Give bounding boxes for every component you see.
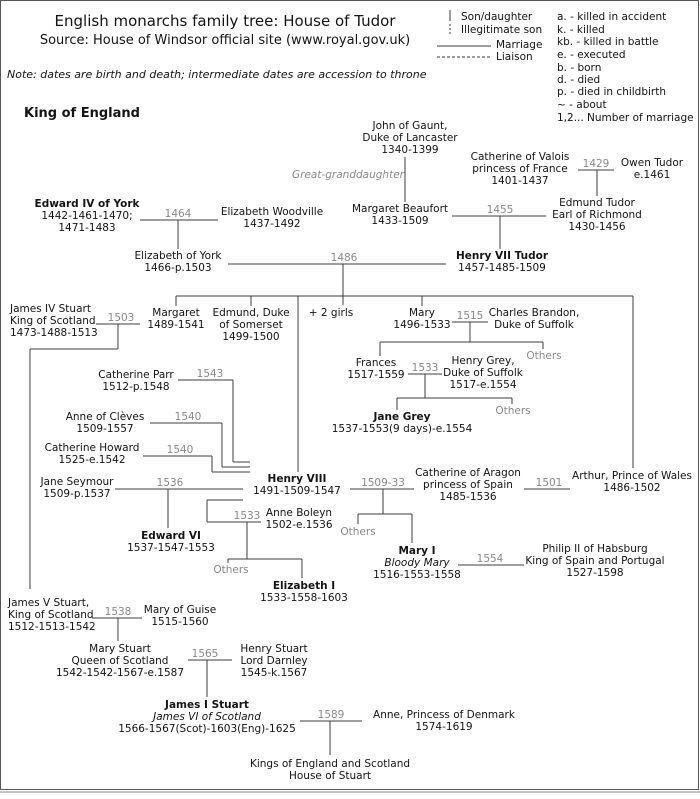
marriage-year-label: 1540: [166, 444, 194, 456]
text-line: 1517-1559: [347, 369, 405, 381]
text-line: 1574-1619: [415, 721, 473, 733]
text-line: King of Spain and Portugal: [525, 555, 665, 567]
text-line: Lord Darnley: [240, 655, 308, 667]
person-john-of-gaunt: [362, 120, 457, 156]
text-line: 1433-1509: [371, 215, 429, 227]
text-line: 1527-1598: [566, 567, 624, 579]
marriage-year-label: 1429: [582, 158, 610, 170]
great-granddaughter-note: Great-granddaughter: [292, 169, 404, 181]
text-line: 1401-1437: [491, 175, 549, 187]
text-line: 1512-1513-1542: [8, 621, 96, 633]
text-line: John of Gaunt,: [372, 120, 448, 132]
marriage-year-label: 1554: [476, 553, 504, 565]
marriage-year-label: 1515: [456, 310, 484, 322]
marriage-year-label: 1540: [174, 411, 202, 423]
person-elizabeth-i: [260, 580, 348, 604]
person-catherine-of-valois: [471, 151, 570, 187]
text-line: 1537-1553(9 days)-e.1554: [331, 423, 473, 435]
text-line: Duke of Suffolk: [443, 367, 523, 379]
person-james-v: [8, 597, 96, 633]
person-edward-iv: [35, 198, 140, 234]
legend-illegitimate-son: Illegitimate son: [461, 24, 543, 36]
text-line: James VI of Scotland: [153, 711, 261, 723]
text-line: James V Stuart,: [8, 597, 90, 609]
text-line: 1457-1485-1509: [458, 262, 546, 274]
person-margaret-tudor: [147, 307, 204, 331]
text-line: Edward IV of York: [34, 198, 140, 210]
legend-abbrev: p. - died in childbirth: [557, 86, 667, 98]
person-henry-grey: [443, 355, 523, 391]
legend-abbrev: 1,2... Number of marriage: [557, 112, 694, 124]
text-line: 1509-p.1537: [43, 488, 111, 500]
text-line: Charles Brandon,: [488, 307, 580, 319]
text-line: Queen of Scotland: [71, 655, 169, 667]
person-anne-boleyn: [265, 507, 332, 531]
text-line: 1509-1557: [76, 423, 134, 435]
text-line: 1486-1502: [603, 482, 661, 494]
marriage-year-label: 1486: [330, 252, 358, 264]
text-line: 1442-1461-1470;: [41, 210, 133, 222]
person-charles-brandon: [489, 307, 580, 331]
text-line: 1516-1553-1558: [373, 569, 461, 581]
marriage-year-label: 1509-33: [361, 477, 405, 489]
text-line: Bloody Mary: [384, 557, 450, 569]
person-edward-vi: [127, 530, 215, 554]
text-line: King of Scotland: [8, 609, 94, 621]
house-of-stuart-note: [250, 758, 410, 782]
text-line: Earl of Richmond: [552, 209, 642, 221]
text-line: Owen Tudor: [620, 157, 684, 169]
text-line: Catherine Howard: [44, 442, 140, 454]
text-line: Elizabeth Woodville: [220, 206, 324, 218]
person-catherine-of-aragon: [415, 467, 521, 503]
marriage-year-label: 1455: [486, 204, 514, 216]
legend-abbrev: b. - born: [557, 62, 602, 74]
person-mary-tudor: [393, 307, 450, 331]
text-line: Henry VIII: [267, 473, 327, 485]
person-catherine-parr: [98, 369, 173, 393]
text-line: 1545-k.1567: [240, 667, 308, 679]
text-line: Jane Grey: [373, 411, 431, 423]
person-henry-viii: [253, 473, 341, 497]
note-line: Note: dates are birth and death; intermediate dates are accession to throne: [7, 68, 427, 81]
marriage-year-label: 1565: [191, 648, 219, 660]
person-catherine-howard: [45, 442, 140, 466]
text-line: Margaret Beaufort: [351, 203, 449, 215]
person-edmund-tudor: [552, 197, 642, 233]
text-line: 1437-1492: [243, 218, 301, 230]
source-line: Source: House of Windsor official site (www.royal.gov.uk): [39, 33, 411, 48]
text-line: 1566-1567(Scot)-1603(Eng)-1625: [118, 723, 296, 735]
text-line: 1466-p.1503: [144, 262, 212, 274]
text-line: princess of Spain: [423, 479, 513, 491]
text-line: e.1461: [633, 169, 671, 181]
text-line: 1533-1558-1603: [260, 592, 348, 604]
text-line: Anne Boleyn: [265, 507, 333, 519]
text-line: Elizabeth of York: [134, 250, 222, 262]
text-line: Henry Grey,: [451, 355, 515, 367]
text-line: Edmund, Duke: [212, 307, 290, 319]
text-line: Catherine of Valois: [470, 151, 570, 163]
marriage-year-label: 1533: [411, 362, 439, 374]
text-line: James IV Stuart: [10, 303, 91, 315]
text-line: Anne, Princess of Denmark: [373, 709, 515, 721]
text-line: Arthur, Prince of Wales: [572, 470, 692, 482]
text-line: + 2 girls: [308, 307, 354, 319]
text-line: 1517-e.1554: [449, 379, 517, 391]
text-line: Duke of Suffolk: [494, 319, 574, 331]
text-line: 1502-e.1536: [265, 519, 333, 531]
text-line: 1499-1500: [222, 331, 280, 343]
text-line: Catherine of Aragon: [415, 467, 521, 479]
marriage-year-label: 1536: [156, 477, 184, 489]
person-owen-tudor: [621, 157, 683, 181]
text-line: Philip II of Habsburg: [542, 543, 648, 555]
text-line: Mary: [408, 307, 436, 319]
text-line: Anne of Clèves: [65, 411, 145, 423]
text-line: Margaret: [152, 307, 200, 319]
text-line: 1496-1533: [393, 319, 451, 331]
legend-marriage: Marriage: [496, 39, 543, 51]
person-anne-of-cleves: [66, 411, 145, 435]
text-line: 1340-1399: [381, 144, 439, 156]
marriage-year-label: 1464: [164, 208, 192, 220]
text-line: Elizabeth I: [272, 580, 336, 592]
text-line: Jane Seymour: [40, 476, 114, 488]
text-line: 1491-1509-1547: [253, 485, 341, 497]
person-james-iv: [10, 303, 98, 339]
legend-abbrev: kb. - killed in battle: [557, 36, 659, 48]
person-mary-of-guise: [144, 604, 216, 628]
text-line: Catherine Parr: [98, 369, 174, 381]
text-line: 1515-1560: [151, 616, 209, 628]
text-line: 1430-1456: [568, 221, 626, 233]
text-line: 1525-e.1542: [58, 454, 126, 466]
person-arthur: [572, 470, 692, 494]
person-henry-vii: [456, 250, 548, 274]
text-line: 1471-1483: [58, 222, 116, 234]
text-line: 1537-1547-1553: [127, 542, 215, 554]
others-note: Others: [213, 564, 249, 576]
text-line: Duke of Lancaster: [362, 132, 458, 144]
text-line: James I Stuart: [165, 699, 249, 711]
person-elizabeth-woodville: [221, 206, 323, 230]
text-line: Edmund Tudor: [559, 197, 635, 209]
others-note: Others: [495, 405, 531, 417]
legend-abbrev: ~ - about: [557, 99, 607, 111]
person-mary-stuart: [56, 643, 184, 679]
text-line: princess of France: [472, 163, 568, 175]
legend-abbrev: e. - executed: [557, 49, 626, 61]
person-jane-grey: [332, 411, 473, 435]
legend-abbrev: a. - killed in accident: [557, 11, 667, 23]
person-jane-seymour: [41, 476, 114, 500]
marriage-year-label: 1501: [535, 477, 563, 489]
text-line: Mary I: [398, 545, 436, 557]
person-anne-of-denmark: [373, 709, 515, 733]
text-line: Henry Stuart: [240, 643, 308, 655]
text-line: 1542-1542-1567-e.1587: [55, 667, 185, 679]
text-line: Edward VI: [141, 530, 201, 542]
others-note: Others: [340, 526, 376, 538]
legend-liaison: Liaison: [496, 51, 533, 63]
legend-abbrev: k. - killed: [557, 24, 605, 36]
legend-son-daughter: Son/daughter: [461, 11, 533, 23]
legend-abbrev: d. - died: [557, 74, 601, 86]
text-line: Henry VII Tudor: [455, 250, 549, 262]
text-line: of Somerset: [219, 319, 283, 331]
text-line: Kings of England and Scotland: [249, 758, 411, 770]
text-line: 1489-1541: [147, 319, 205, 331]
person-mary-i: [373, 545, 461, 581]
person-henry-stuart: [240, 643, 307, 679]
person-elizabeth-of-york: [135, 250, 222, 274]
text-line: 1512-p.1548: [102, 381, 170, 393]
marriage-year-label: 1533: [233, 510, 261, 522]
region-label-king-of-england: King of England: [24, 106, 140, 121]
others-note: Others: [526, 350, 562, 362]
marriage-year-label: 1503: [107, 312, 135, 324]
person-edmund-somerset: [212, 307, 289, 343]
text-line: Mary of Guise: [143, 604, 217, 616]
person-margaret-beaufort: [352, 203, 448, 227]
person-philip-ii: [525, 543, 664, 579]
text-line: King of Scotland: [10, 315, 96, 327]
marriage-year-label: 1589: [317, 709, 345, 721]
marriage-year-label: 1543: [196, 368, 224, 380]
marriage-year-label: 1538: [104, 606, 132, 618]
person-frances: [347, 357, 404, 381]
node-two-girls: [309, 307, 353, 319]
page-title: English monarchs family tree: House of Tudor: [54, 12, 396, 30]
text-line: Mary Stuart: [89, 643, 151, 655]
text-line: 1485-1536: [439, 491, 497, 503]
person-james-i: [118, 699, 296, 735]
text-line: Frances: [355, 357, 397, 369]
text-line: 1473-1488-1513: [10, 327, 98, 339]
text-line: House of Stuart: [288, 770, 372, 782]
